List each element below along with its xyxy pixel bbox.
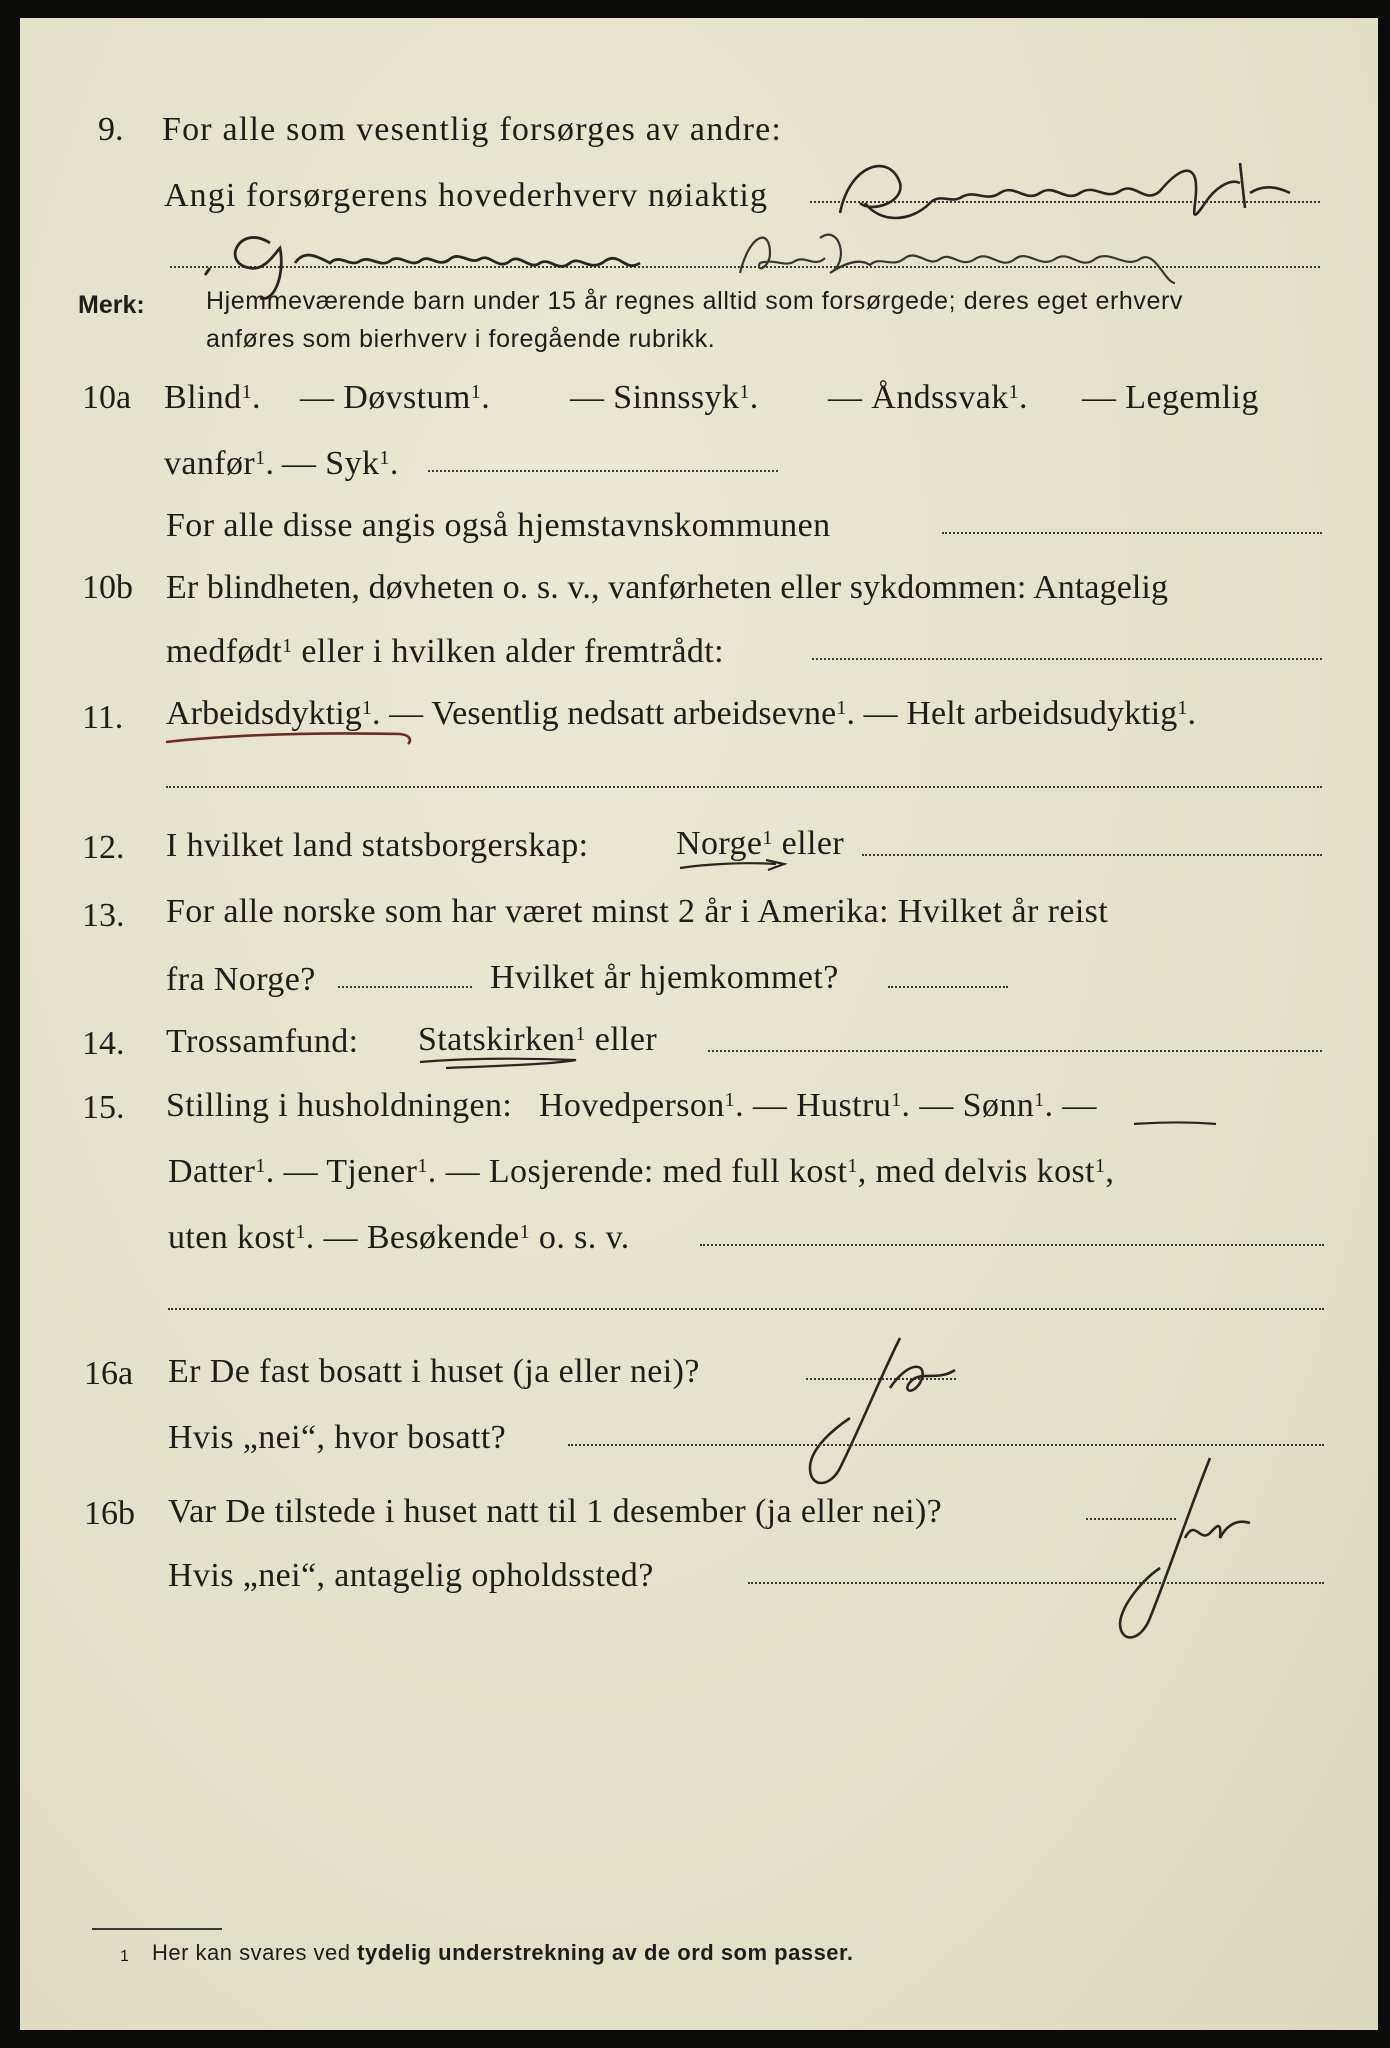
- merk-line2: anføres som bierhverv i foregående rubrikk.: [206, 325, 716, 353]
- footnote-rule: [92, 1928, 222, 1930]
- q15-underline-mark: [1132, 1116, 1222, 1132]
- merk-line1: Hjemmeværende barn under 15 år regnes alltid som forsørgede; deres eget erhverv: [206, 287, 1184, 315]
- q16b-opholdssted-line[interactable]: [748, 1582, 1324, 1584]
- q11-underline-mark: [160, 726, 420, 750]
- q13-number: 13.: [82, 897, 125, 934]
- q10a-answer-line[interactable]: [428, 470, 778, 472]
- q11-line: Arbeidsdyktig$^1$. — Vesentlig nedsatt arbeidsevne$^1$. — Helt arbeidsudyktig$^1$.: [166, 695, 1197, 732]
- q15-line2: Datter$^1$. — Tjener$^1$. — Losjerende: med full kost$^1$, med delvis kost$^1$,: [168, 1153, 1115, 1190]
- q16a-answer-mark: [780, 1318, 1000, 1498]
- q13-hjemkommet-line[interactable]: [888, 986, 1008, 988]
- q15-number: 15.: [82, 1089, 125, 1126]
- q10a-dovstum[interactable]: — Døvstum$^1$.: [300, 379, 491, 416]
- q14-number: 14.: [82, 1025, 125, 1062]
- footnote-text: Her kan svares ved tydelig understrekning av de ord som passer.: [152, 1940, 854, 1965]
- q13-line2b: Hvilket år hjemkommet?: [490, 959, 839, 996]
- q14-label: Trossamfund:: [166, 1023, 359, 1060]
- q15-sonn[interactable]: Sønn: [962, 1087, 1035, 1124]
- q10b-line2: medfødt$^1$ eller i hvilken alder fremtrådt:: [166, 633, 724, 670]
- q16a-line1: Er De fast bosatt i huset (ja eller nei)?: [168, 1353, 700, 1390]
- q13-reist-line[interactable]: [338, 986, 472, 988]
- q11-number: 11.: [82, 699, 124, 736]
- merk-label: Merk:: [78, 291, 145, 319]
- q16b-answer-mark: [1060, 1438, 1300, 1658]
- q12-answer-line[interactable]: [862, 854, 1322, 856]
- q14-answer-line[interactable]: [708, 1050, 1322, 1052]
- q9-line2: Angi forsørgerens hovederhverv nøiaktig: [164, 177, 769, 214]
- q10a-blind[interactable]: Blind$^1$.: [164, 379, 261, 416]
- q12-text: I hvilket land statsborgerskap:: [166, 827, 589, 864]
- q14-underline-mark: [416, 1052, 586, 1074]
- q10a-hjemstavn-line[interactable]: [942, 532, 1322, 534]
- q9-number: 9.: [98, 111, 124, 148]
- q10a-legemlig[interactable]: — Legemlig: [1082, 379, 1259, 416]
- q16b-number: 16b: [84, 1495, 135, 1532]
- q10a-number: 10a: [82, 379, 132, 416]
- q16a-number: 16a: [84, 1355, 134, 1392]
- q15-answer-line-1[interactable]: [700, 1244, 1324, 1246]
- q12-number: 12.: [82, 829, 125, 866]
- q10a-andssvak[interactable]: — Åndssvak$^1$.: [828, 379, 1028, 416]
- q10a-sinnssyk[interactable]: — Sinnssyk$^1$.: [570, 379, 759, 416]
- q11-arbeidsdyktig[interactable]: Arbeidsdyktig: [166, 695, 362, 732]
- q10a-syk[interactable]: — Syk$^1$.: [282, 445, 399, 482]
- footnote-marker: 1: [120, 1948, 129, 1965]
- q10b-answer-line[interactable]: [812, 658, 1322, 660]
- q16b-line2: Hvis „nei“, antagelig opholdssted?: [168, 1557, 654, 1594]
- q14-statskirken[interactable]: Statskirken$^1$ eller: [418, 1021, 658, 1058]
- q11-answer-line[interactable]: [166, 786, 1322, 788]
- q15-answer-line-2[interactable]: [168, 1308, 1324, 1310]
- q15-line3: uten kost$^1$. — Besøkende$^1$ o. s. v.: [168, 1219, 630, 1256]
- census-form-sheet: [20, 18, 1378, 2030]
- q15-line1: Stilling i husholdningen: Hovedperson$^1$. — Hustru$^1$. — Sønn$^1$. —: [166, 1087, 1097, 1124]
- q16b-line1: Var De tilstede i huset natt til 1 desember (ja eller nei)?: [168, 1493, 943, 1530]
- q10a-line3: For alle disse angis også hjemstavnskommunen: [166, 507, 831, 544]
- q13-line1: For alle norske som har været minst 2 år i Amerika: Hvilket år reist: [166, 893, 1109, 930]
- q10a-vanfor[interactable]: vanfør$^1$.: [164, 445, 275, 482]
- q12-underline-mark: [676, 856, 796, 876]
- q13-line2a: fra Norge?: [166, 961, 316, 998]
- q10b-number: 10b: [82, 569, 133, 606]
- q12-norge[interactable]: Norge$^1$ eller: [676, 825, 845, 862]
- q9-line1: For alle som vesentlig forsørges av andre:: [162, 111, 783, 148]
- q10b-line1: Er blindheten, døvheten o. s. v., vanførheten eller sykdommen: Antagelig: [166, 569, 1169, 606]
- q16a-line2: Hvis „nei“, hvor bosatt?: [168, 1419, 507, 1456]
